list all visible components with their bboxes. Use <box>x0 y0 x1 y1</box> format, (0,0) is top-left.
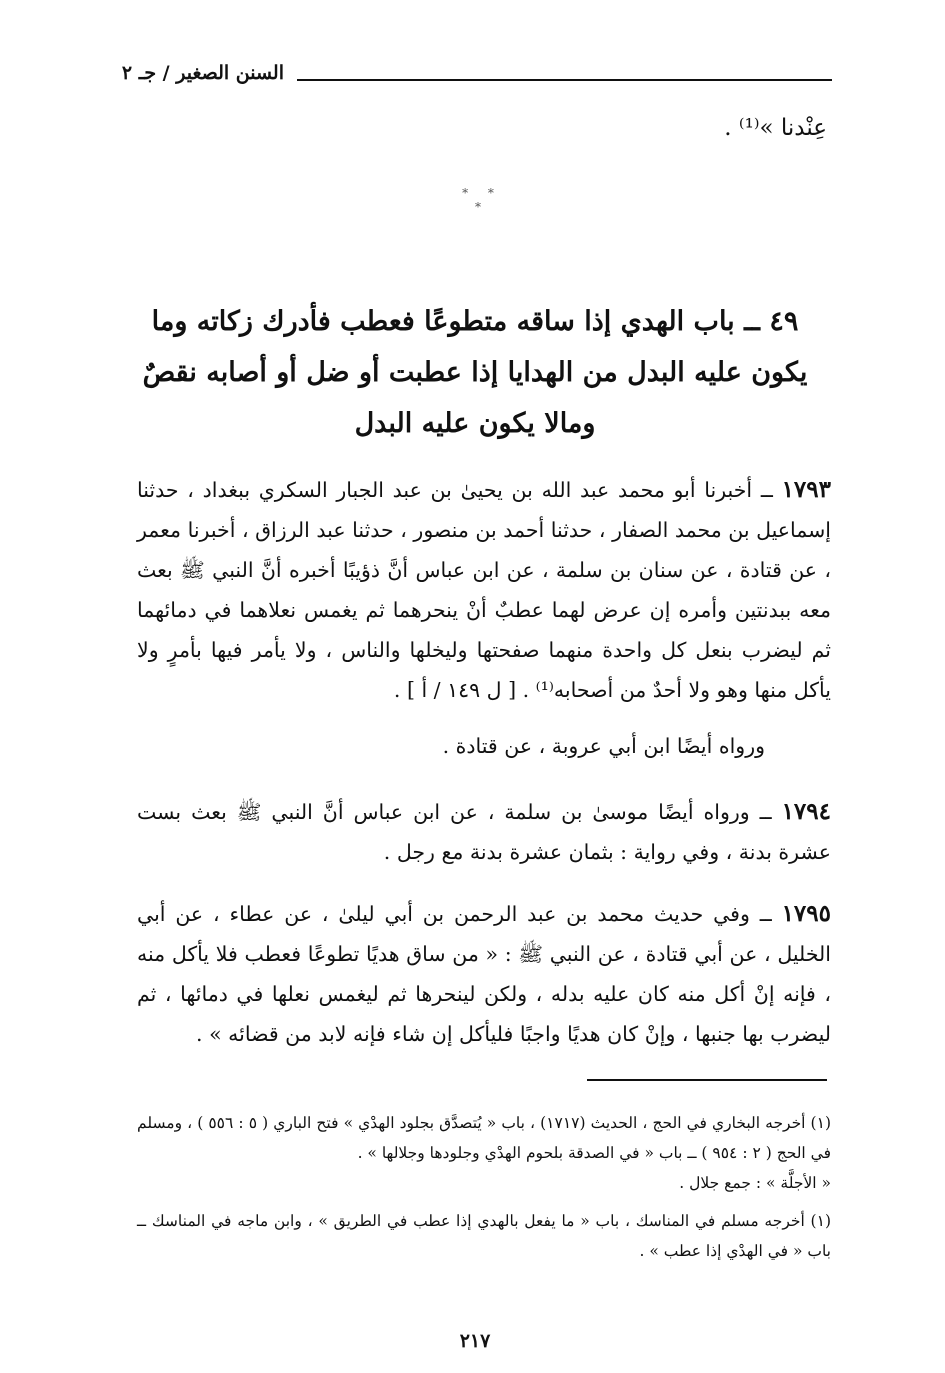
section-separator: * * * <box>462 186 502 214</box>
running-header <box>121 62 832 92</box>
hadith-1795 <box>137 894 831 1054</box>
footnote-2 <box>137 1206 831 1266</box>
hadith-number: ١٧٩٥ <box>781 900 831 927</box>
hadith-text: ــ ورواه أيضًا موسىٰ بن سلمة ، عن ابن عباس أنَّ النبي ﷺ بعث بست عشرة بدنة ، وفي رواية : بثمان عشرة بدنة مع رجل . <box>137 800 831 864</box>
hadith-text: ــ وفي حديث محمد بن عبد الرحمن بن أبي ليلىٰ ، عن عطاء ، عن أبي الخليل ، عن أبي قتادة ، عن النبي ﷺ : « من ساق هديًا تطوعًا فعطب فلا يأكل منه ، فإنه إنْ أكل منه كان عليه بدله ، ولكن لينحرها ثم ليغمس نعلها في دمائها ، ثم ليضرب بها جنبها ، وإنْ كان هديًا واجبًا فليأكل إن شاء فإنه لابد من قضائه » . <box>137 902 831 1046</box>
hadith-1794 <box>137 792 831 872</box>
footnote-gloss: « الأجلَّة » : جمع جلال . <box>679 1174 831 1192</box>
hadith-number: ١٧٩٣ <box>781 476 831 503</box>
page-number: ٢١٧ <box>459 1330 491 1352</box>
header-rule <box>297 79 832 81</box>
hadith-note: ورواه أيضًا ابن أبي عروبة ، عن قتادة . <box>442 734 765 758</box>
hadith-1793 <box>137 470 831 710</box>
continuation-text: عِنْدنا »⁽¹⁾ . <box>724 115 827 141</box>
footnote-text: (١) أخرجه مسلم في المناسك ، باب « ما يفعل بالهدي إذا عطب في الطريق » ، وابن ماجه في المناسك ــ باب « في الهدْي إذا عطب » . <box>137 1212 831 1260</box>
footnote-1 <box>137 1108 831 1198</box>
hadith-text: ــ أخبرنا أبو محمد عبد الله بن يحيىٰ بن عبد الجبار السكري ببغداد ، حدثنا إسماعيل بن محمد الصفار ، حدثنا أحمد بن منصور ، حدثنا عبد الرزاق ، أخبرنا معمر ، عن قتادة ، عن سنان بن سلمة ، عن ابن عباس أنَّ ذؤيبًا أخبره أنَّ النبي ﷺ بعث معه ببدنتين وأمره إن عرض لهما عطبٌ أنْ ينحرهما ثم يغمس نعلاهما في دمائهما ثم ليضرب بنعل كل واحدة منهما صفحتها وليخلها والناس ، ولا يأمر فيها بأمرٍ ولا يأكل منها وهو ولا أحدٌ من أصحابه⁽¹⁾ . [ ل ١٤٩ / أ ] . <box>137 478 831 702</box>
hadith-number: ١٧٩٤ <box>781 798 831 825</box>
footnote-text: (١) أخرجه البخاري في الحج ، الحديث (١٧١٧) ، باب « يُتصدَّق بجلود الهدْي » فتح الباري ( ٥ : ٥٥٦ ) ، ومسلم في الحج ( ٢ : ٩٥٤ ) ــ باب « في الصدقة بلحوم الهدْي وجلودها وجلالها » . <box>137 1114 831 1162</box>
chapter-heading: ٤٩ ــ باب الهدي إذا ساقه متطوعًا فعطب فأدرك زكاته وما يكون عليه البدل من الهدايا إذا عطبت أو ضل أو أصابه نقصٌ ومالا يكون عليه البدل <box>142 306 808 439</box>
header-title: السنن الصغير / جـ ٢ <box>121 62 284 84</box>
footnote-rule <box>587 1079 827 1081</box>
